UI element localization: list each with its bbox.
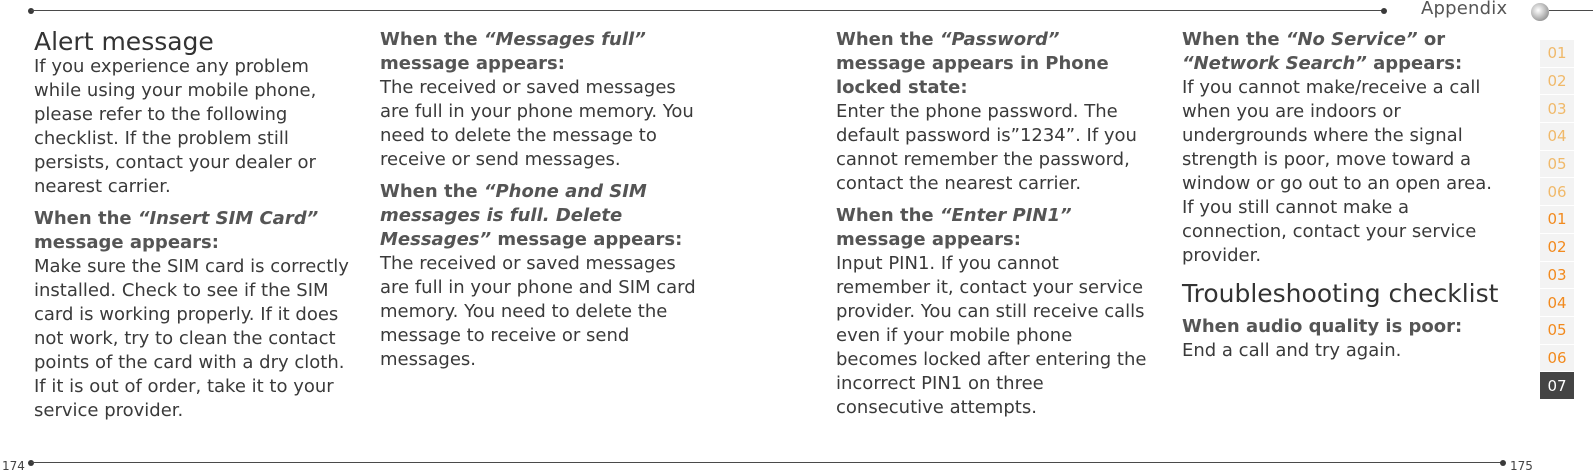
chapter-tab[interactable]: 06 [1540, 345, 1574, 373]
title-message: “Insert SIM Card” [137, 208, 319, 229]
audio-quality-body: End a call and try again. [1182, 340, 1402, 361]
chapter-tab[interactable]: 03 [1540, 95, 1574, 123]
header-rule-right [1549, 10, 1593, 11]
chapter-tab[interactable]: 05 [1540, 151, 1574, 179]
no-service-title [1182, 28, 1500, 76]
title-prefix: When the [380, 29, 484, 50]
insert-sim-title [34, 207, 360, 255]
title-prefix: When the [380, 181, 484, 202]
troubleshooting-heading: Troubleshooting checklist [1182, 279, 1499, 308]
title-message: “Messages full” [483, 29, 646, 50]
insert-sim-body: Make sure the SIM card is correctly installed. Check to see if the SIM card is working properly. If it does not work, try to clean the contact points of the card with a dry cloth. If it is out of order, take it to your service provider. [34, 256, 349, 421]
title-prefix: When the [836, 205, 940, 226]
password-title [836, 28, 1154, 100]
footer-left-dot [28, 460, 34, 466]
chapter-tab[interactable]: 02 [1540, 68, 1574, 96]
footer-rule [31, 462, 1504, 463]
chapter-tab-active[interactable]: 07 [1540, 372, 1574, 400]
chapter-tab[interactable]: 01 [1540, 206, 1574, 234]
title-suffix: message appears: [836, 229, 1021, 250]
messages-full-title [380, 28, 698, 76]
enter-pin-title [836, 204, 1154, 252]
phone-sim-full-title [380, 180, 698, 252]
column-3 [836, 28, 1154, 420]
title-suffix: message appears in Phone locked state: [836, 53, 1109, 98]
password-body: Enter the phone password. The default password is”1234”. If you cannot remember the password, contact the nearest carrier. [836, 101, 1137, 194]
title-message-2: “Network Search” [1182, 53, 1367, 74]
audio-quality-title: When audio quality is poor: [1182, 316, 1463, 337]
chapter-tab[interactable]: 06 [1540, 178, 1574, 206]
title-suffix: message appears: [491, 229, 683, 250]
no-service-body: If you cannot make/receive a call when you are indoors or undergrounds where the signal strength is poor, move toward a window or go out to an open area. If you still cannot make a connection, contact your service provider. [1182, 77, 1492, 266]
header-rule [31, 10, 1384, 11]
chapter-tab[interactable]: 03 [1540, 262, 1574, 290]
title-message: “Phone and SIM messages is full. Delete Messages” [380, 181, 647, 250]
title-suffix: appears: [1366, 53, 1463, 74]
column-4 [1182, 28, 1500, 363]
chapter-tab[interactable]: 04 [1540, 289, 1574, 317]
title-message: “Password” [939, 29, 1060, 50]
section-ball-icon [1531, 3, 1549, 21]
right-page-number: 175 [1510, 459, 1533, 473]
title-prefix: When the [1182, 29, 1286, 50]
title-message: “Enter PIN1” [939, 205, 1072, 226]
alert-message-heading: Alert message [34, 27, 214, 56]
column-2 [380, 28, 698, 372]
left-page-number: 174 [2, 459, 25, 473]
title-or: or [1417, 29, 1446, 50]
enter-pin-body: Input PIN1. If you cannot remember it, contact your service provider. You can still receive calls even if your mobile phone becomes locked after entering the incorrect PIN1 on three consecutive attempts. [836, 253, 1147, 418]
chapter-tabs [1540, 40, 1574, 400]
chapter-tab[interactable]: 01 [1540, 40, 1574, 68]
phone-sim-full-body: The received or saved messages are full in your phone and SIM card memory. You need to delete the message to receive or send messages. [380, 253, 696, 370]
chapter-tab[interactable]: 04 [1540, 123, 1574, 151]
column-1 [34, 28, 360, 423]
title-message: “No Service” [1285, 29, 1418, 50]
messages-full-body: The received or saved messages are full in your phone memory. You need to delete the message to receive or send messages. [380, 77, 694, 170]
header-left-dot [28, 8, 34, 14]
chapter-tab[interactable]: 02 [1540, 234, 1574, 262]
title-prefix: When the [836, 29, 940, 50]
chapter-tab[interactable]: 05 [1540, 317, 1574, 345]
header-right-dot [1381, 8, 1387, 14]
title-prefix: When the [34, 208, 138, 229]
section-title: Appendix [1421, 0, 1508, 19]
title-suffix: message appears: [34, 232, 219, 253]
alert-intro: If you experience any problem while using your mobile phone, please refer to the following checklist. If the problem still persists, contact your dealer or nearest carrier. [34, 56, 317, 197]
title-suffix: message appears: [380, 53, 565, 74]
footer-right-dot [1500, 460, 1506, 466]
